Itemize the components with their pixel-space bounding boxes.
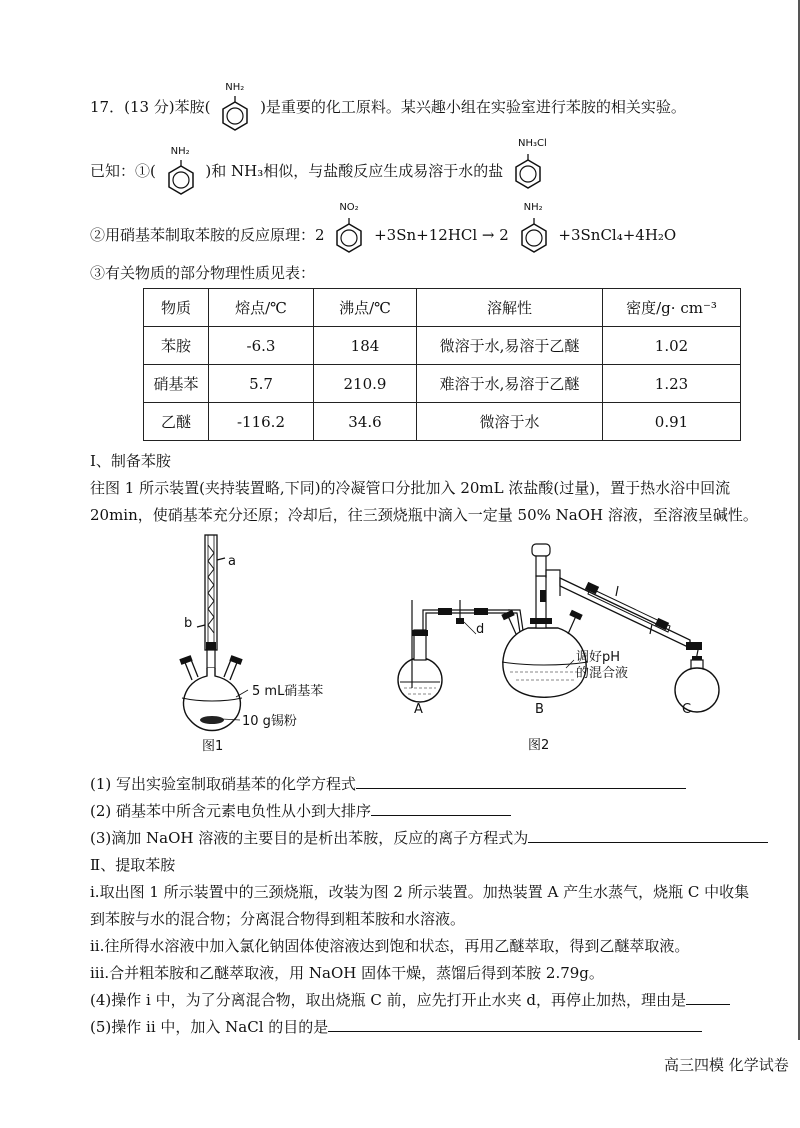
question-2-text: (2) 硝基苯中所含元素电负性从小到大排序 <box>90 802 372 820</box>
table-cell: 苯胺 <box>144 327 209 365</box>
nh2-label: NH₂ <box>225 82 245 93</box>
table-cell: 难溶于水,易溶于乙醚 <box>417 365 603 403</box>
table-cell: -6.3 <box>209 327 314 365</box>
section2-title: Ⅱ、提取苯胺 <box>90 856 176 874</box>
question-1-text: (1) 写出实验室制取硝基苯的化学方程式 <box>90 775 357 793</box>
label-mix-line1: 调好pH <box>576 650 621 665</box>
question-3 <box>90 827 768 848</box>
figure2-caption: 图2 <box>528 738 550 753</box>
nh3cl-label: NH₃Cl <box>518 138 547 149</box>
page-footer: 高三四模 化学试卷 <box>664 1056 789 1074</box>
table-cell: 乙醚 <box>144 403 209 441</box>
label-B: B <box>535 702 544 717</box>
question-intro-tail: )是重要的化工原料。某兴趣小组在实验室进行苯胺的相关实验。 <box>260 98 686 116</box>
reaction-prefix: ②用硝基苯制取苯胺的反应原理：2 <box>90 226 325 244</box>
answer-blank[interactable] <box>328 1017 702 1032</box>
table-cell: 34.6 <box>314 403 417 441</box>
label-d: d <box>476 622 485 637</box>
question-number: 17．(13 分)苯胺( <box>90 98 211 116</box>
aniline-structure-icon <box>514 202 554 256</box>
label-tin-powder: 10 g锡粉 <box>242 714 297 729</box>
question-4 <box>90 989 730 1010</box>
section1-text-1: 往图 1 所示装置(夹持装置略,下同)的冷凝管口分批加入 20mL 浓盐酸(过量)，置于热水浴中回流 <box>90 479 731 497</box>
table-cell: 微溶于水,易溶于乙醚 <box>417 327 603 365</box>
figure1-caption: 图1 <box>202 739 224 754</box>
reaction-tail: +3SnCl₄+4H₂O <box>558 226 677 244</box>
section1-text-2: 20min，使硝基苯充分还原；冷却后，往三颈烧瓶中滴入一定量 50% NaOH 溶液，至溶液呈碱性。 <box>90 506 758 524</box>
table-header-cell: 密度/g· cm⁻³ <box>603 289 741 327</box>
section2-step1a: i.取出图 1 所示装置中的三颈烧瓶，改装为图 2 所示装置。加热装置 A 产生水蒸气，烧瓶 C 中收集 <box>90 883 750 901</box>
label-A: A <box>414 702 423 717</box>
section2-step3: iii.合并粗苯胺和乙醚萃取液，用 NaOH 固体干燥，蒸馏后得到苯胺 2.79g。 <box>90 964 604 982</box>
known-prefix: 已知：①( <box>90 162 156 180</box>
table-header-cell: 物质 <box>144 289 209 327</box>
table-cell: 184 <box>314 327 417 365</box>
nh2-label: NH₂ <box>170 146 190 157</box>
figure1-apparatus <box>160 530 340 760</box>
section2-step2: ii.往所得水溶液中加入氯化钠固体使溶液达到饱和状态，再用乙醚萃取，得到乙醚萃取液。 <box>90 937 690 955</box>
aniline-structure-icon <box>161 146 201 192</box>
table-cell: 210.9 <box>314 365 417 403</box>
table-row <box>144 403 741 441</box>
label-C: C <box>682 702 692 717</box>
answer-blank[interactable] <box>686 990 730 1005</box>
label-mix-line2: 的混合液 <box>576 666 629 681</box>
table-row <box>144 327 741 365</box>
question-2 <box>90 800 511 821</box>
table-cell: 0.91 <box>603 403 741 441</box>
question-5-text: (5)操作 ii 中，加入 NaCl 的目的是 <box>90 1018 329 1036</box>
figure2-apparatus <box>390 538 720 760</box>
label-b: b <box>184 616 193 631</box>
anilinium-chloride-structure-icon <box>508 138 552 192</box>
known-2-reaction <box>90 202 677 256</box>
section2-step1b: 到苯胺与水的混合物；分离混合物得到粗苯胺和水溶液。 <box>90 910 466 928</box>
table-cell: 5.7 <box>209 365 314 403</box>
section1-title: Ⅰ、制备苯胺 <box>90 452 171 470</box>
table-cell: 硝基苯 <box>144 365 209 403</box>
table-row <box>144 365 741 403</box>
question-intro <box>90 82 686 128</box>
properties-table <box>143 288 741 441</box>
known-1 <box>90 138 552 192</box>
table-cell: 1.02 <box>603 327 741 365</box>
question-3-text: (3)滴加 NaOH 溶液的主要目的是析出苯胺，反应的离子方程式为 <box>90 829 529 847</box>
table-header-row <box>144 289 741 327</box>
label-nitrobenzene: 5 mL硝基苯 <box>252 684 324 699</box>
table-cell: -116.2 <box>209 403 314 441</box>
table-title: ③有关物质的部分物理性质见表： <box>90 264 316 282</box>
table-header-cell: 熔点/℃ <box>209 289 314 327</box>
answer-blank[interactable] <box>371 801 511 816</box>
question-1 <box>90 773 686 794</box>
table-cell: 1.23 <box>603 365 741 403</box>
table-header-cell: 沸点/℃ <box>314 289 417 327</box>
nitrobenzene-structure-icon <box>329 202 369 256</box>
question-5 <box>90 1016 702 1037</box>
table-header-cell: 溶解性 <box>417 289 603 327</box>
answer-blank[interactable] <box>356 774 686 789</box>
question-4-text: (4)操作 i 中，为了分离混合物，取出烧瓶 C 前，应先打开止水夹 d，再停止加热，理由是 <box>90 991 686 1009</box>
no2-label: NO₂ <box>339 202 359 213</box>
aniline-structure-icon <box>215 82 255 128</box>
answer-blank[interactable] <box>528 828 768 843</box>
label-a: a <box>228 554 236 569</box>
table-cell: 微溶于水 <box>417 403 603 441</box>
nh2-label: NH₂ <box>523 202 543 213</box>
reaction-mid: +3Sn+12HCl → 2 <box>374 226 509 244</box>
known-tail: )和 NH₃相似，与盐酸反应生成易溶于水的盐 <box>205 162 504 180</box>
